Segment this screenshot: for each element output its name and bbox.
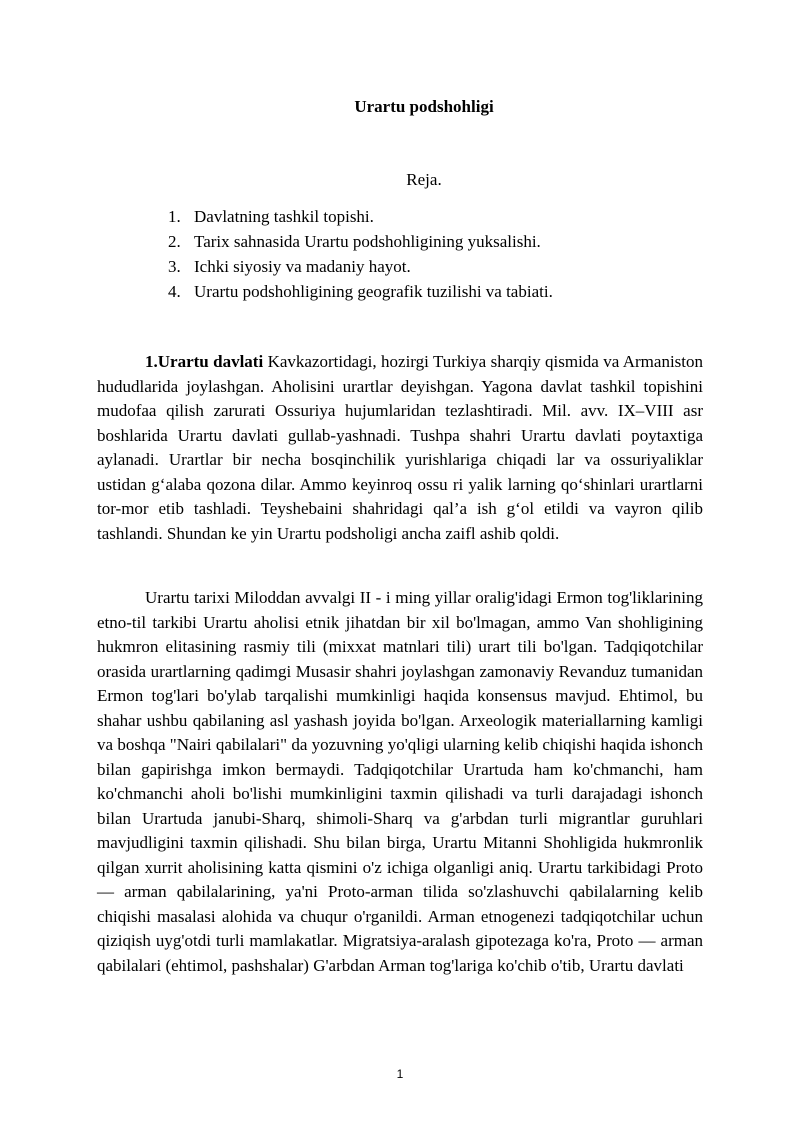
plan-item (168, 229, 553, 254)
paragraph-1-lead: 1.Urartu davlati (145, 352, 264, 371)
plan-heading: Reja. (406, 170, 442, 189)
paragraph-1-text: Kavkazortidagi, hozirgi Turkiya sharqiy qismida va Armaniston hududlarida joylashgan. Aholisini urartlar deyishgan. Yagona davlat tashkil topishini mudofaa qilish zarurati Ossuriya hujumlaridan tezlashtiradi. Mil. avv. IX–VIII asr boshlarida Urartu davlati gullab-yashnadi. Tushpa shahri Urartu davlati poytaxtiga aylanadi. Urartlar bir necha bosqinchilik yurishlariga chiqadi lar va ossuriyaliklar ustidan gʻalaba qozona dilar. Ammo keyinroq ossu ri yalik larning qoʻshinlari urartlarni tor-mor etib tashladi. Teyshebaini shahridagi qal’a ish gʻol etildi va vayron qilib tashlandi. Shundan ke yin Urartu podsholigi ancha zaifl ashib qoldi. (97, 352, 704, 543)
plan-item-number: 1. (168, 207, 181, 226)
paragraph-1 (97, 350, 703, 546)
plan-item-text: Tarix sahnasida Urartu podshohligining yuksalishi. (194, 232, 541, 251)
plan-item-number: 4. (168, 282, 181, 301)
paragraph-2: Urartu tarixi Miloddan avvalgi II - i ming yillar oralig'idagi Ermon tog'liklarining etno-til tarkibi Urartu aholisi etnik jihatdan bir xil bo'lmagan, ammo Van shohligining hukmron elitasining rasmiy tili (mixxat matnlari tili) urart tili bo'lgan. Tadqiqotchilar orasida urartlarning qadimgi Musasir shahri joylashgan zamonaviy Revanduz tumanidan Ermon tog'lari bo'ylab tarqalishi mumkinligi haqida konsensus mavjud. Ehtimol, bu shahar ushbu qabilaning asl yashash joyida bo'lgan. Arxeologik materiallarning kamligi va boshqa "Nairi qabilalari" da yozuvning yo'qligi ularning kelib chiqishi haqida ishonch bilan gapirishga imkon bermaydi. Tadqiqotchilar Urartuda ham ko'chmanchi, ham ko'chmanchi aholi bo'lishi mumkinligini taxmin qilishadi va turli darajadagi ishonch bilan Urartuda janubi-Sharq, shimoli-Sharq va g'arbdan turli migrantlar guruhlari mavjudligini taxmin qilishadi. Shu bilan birga, Urartu Mitanni Shohligida hukmronlik qilgan xurrit aholisining katta qismini o'z ichiga olganligi aniq. Urartu tarkibidagi Proto — arman qabilalarining, ya'ni Proto-arman tilida so'zlashuvchi qabilalarning kelib chiqishi masalasi alohida va chuqur o'rganildi. Arman etnogenezi tadqiqotchilar uchun qiziqish uyg'otdi turli mamlakatlar. Migratsiya-aralash gipotezaga ko'ra, Proto — arman qabilalari (ehtimol, pashshalar) G'arbdan Arman tog'lariga ko'chib o'tib, Urartu davlati (97, 588, 703, 975)
plan-item-text: Urartu podshohligining geografik tuzilishi va tabiati. (194, 282, 553, 301)
plan-item (168, 279, 553, 304)
document-title: Urartu podshohligi (354, 97, 494, 116)
plan-list (168, 204, 553, 304)
plan-item (168, 204, 553, 229)
plan-item-text: Davlatning tashkil topishi. (194, 207, 374, 226)
plan-item-number: 3. (168, 257, 181, 276)
plan-item (168, 254, 553, 279)
plan-item-text: Ichki siyosiy va madaniy hayot. (194, 257, 411, 276)
page-number: 1 (396, 1067, 404, 1081)
plan-item-number: 2. (168, 232, 181, 251)
